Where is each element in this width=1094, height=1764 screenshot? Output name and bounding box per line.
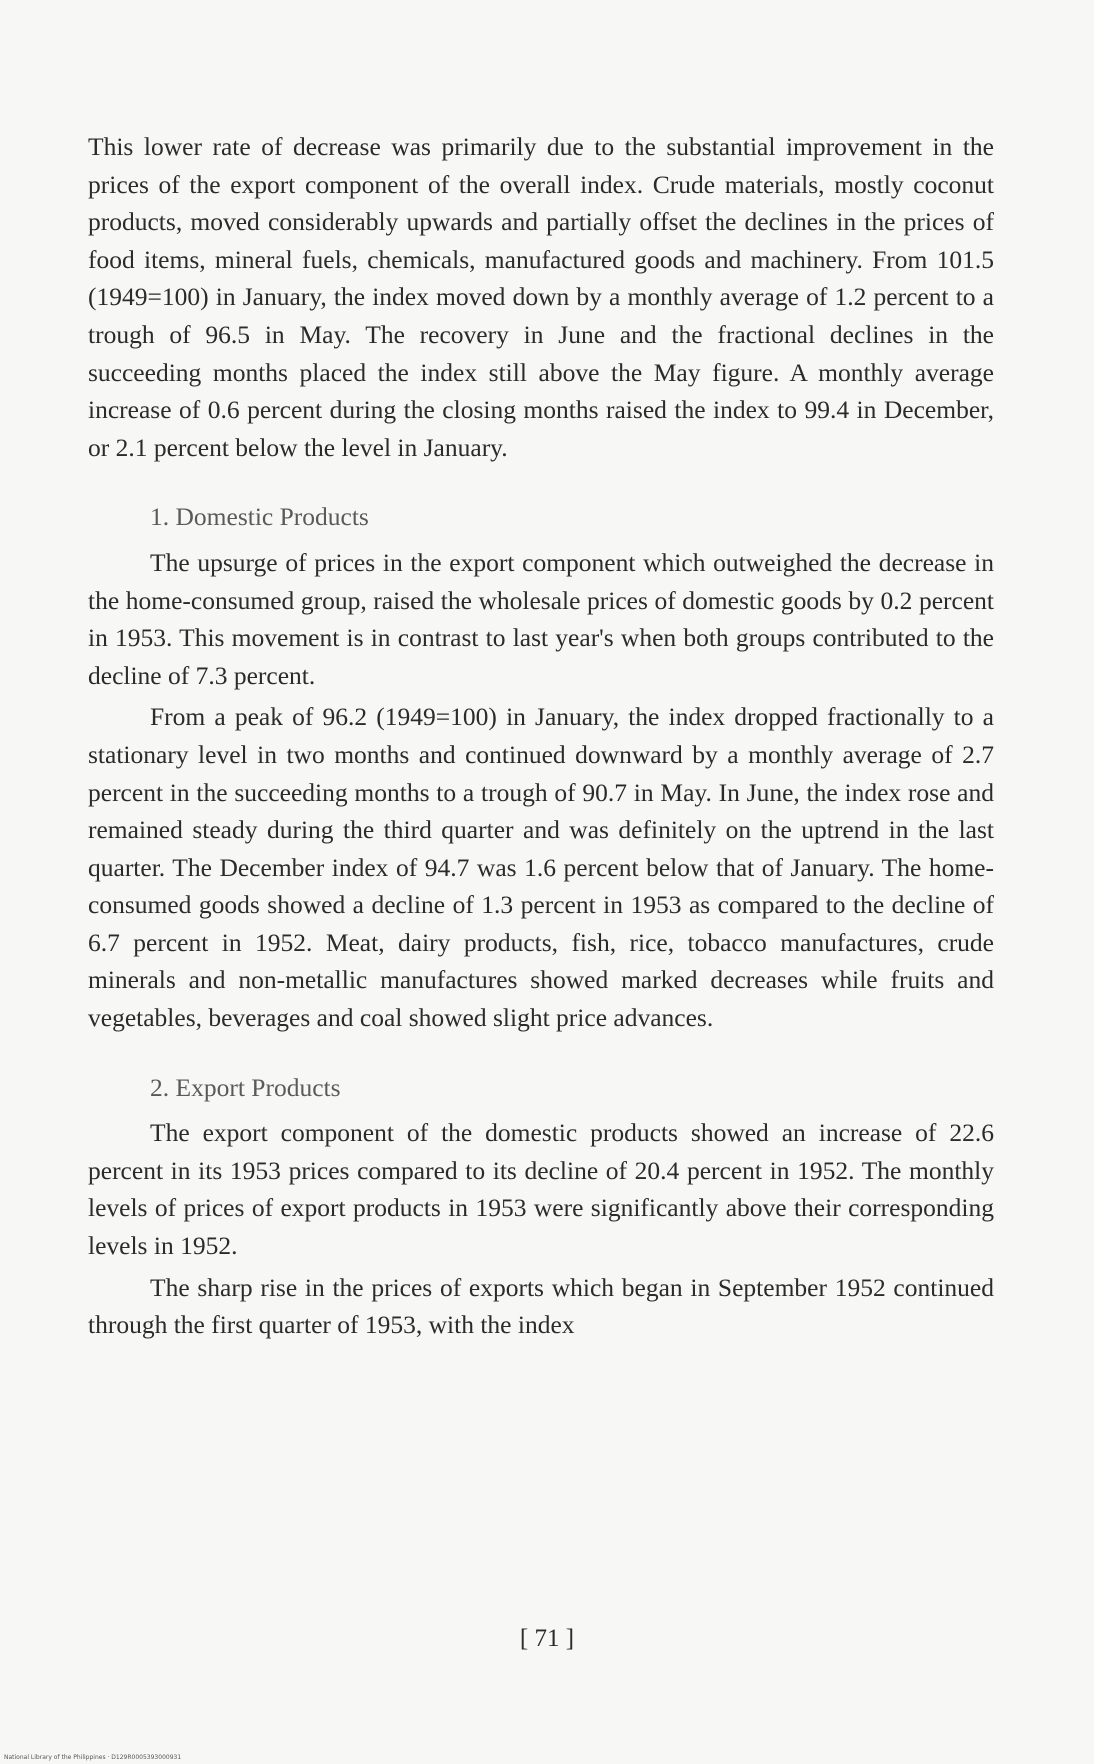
spacer xyxy=(88,1106,994,1114)
spacer xyxy=(88,466,994,498)
page-number: [ 71 ] xyxy=(519,1625,575,1652)
heading-export-products: 2. Export Products xyxy=(150,1072,341,1102)
spacer xyxy=(88,536,994,544)
paragraph-export-1: The export component of the domestic products showed an increase of 22.6 percent in its 1953 prices compared to its decline of 20.4 percent in 1952. The monthly levels of prices of export products in 1953 were significantly above their corresponding levels in 1952. xyxy=(88,1118,994,1261)
paragraph-export-2: The sharp rise in the prices of exports which began in September 1952 continued through the first quarter of 1953, with the index xyxy=(88,1272,994,1340)
paragraph-intro: This lower rate of decrease was primarily due to the substantial improvement in the prices of the export component of the overall index. Crude materials, mostly coconut products, moved considerably upwards and partially offset the declines in the prices of food items, mineral fuels, chemicals, manufactured goods and machinery. From 101.5 (1949=100) in January, the index moved down by a monthly average of 1.2 percent to a trough of 96.5 in May. The recovery in June and the fractional declines in the succeeding months placed the index still above the May figure. A monthly average increase of 0.6 percent during the closing months raised the index to 99.4 in December, or 2.1 percent below the level in January. xyxy=(88,132,994,462)
paragraph-domestic-1: The upsurge of prices in the export component which outweighed the decrease in the home-consumed group, raised the wholesale prices of domestic goods by 0.2 percent in 1953. This movement is in contrast to last year's when both groups contributed to the decline of 7.3 percent. xyxy=(88,547,994,690)
footer-note: National Library of the Philippines · D129R0005393000931 xyxy=(4,1754,182,1761)
paragraph-domestic-2: From a peak of 96.2 (1949=100) in January, the index dropped fractionally to a stationary level in two months and continued downward by a monthly average of 2.7 percent in the succeeding months to a trough of 90.7 in May. In June, the index rose and remained steady during the third quarter and was definitely on the uptrend in the last quarter. The December index of 94.7 was 1.6 percent below that of January. The home-consumed goods showed a decline of 1.3 percent in 1953 as compared to the decline of 6.7 percent in 1952. Meat, dairy products, fish, rice, tobacco manufactures, crude minerals and non-metallic manufactures showed marked decreases while fruits and vegetables, beverages and coal showed slight price advances. xyxy=(88,702,994,1033)
document-body xyxy=(88,128,994,1344)
spacer xyxy=(88,1037,994,1069)
heading-domestic-products: 1. Domestic Products xyxy=(150,502,369,532)
